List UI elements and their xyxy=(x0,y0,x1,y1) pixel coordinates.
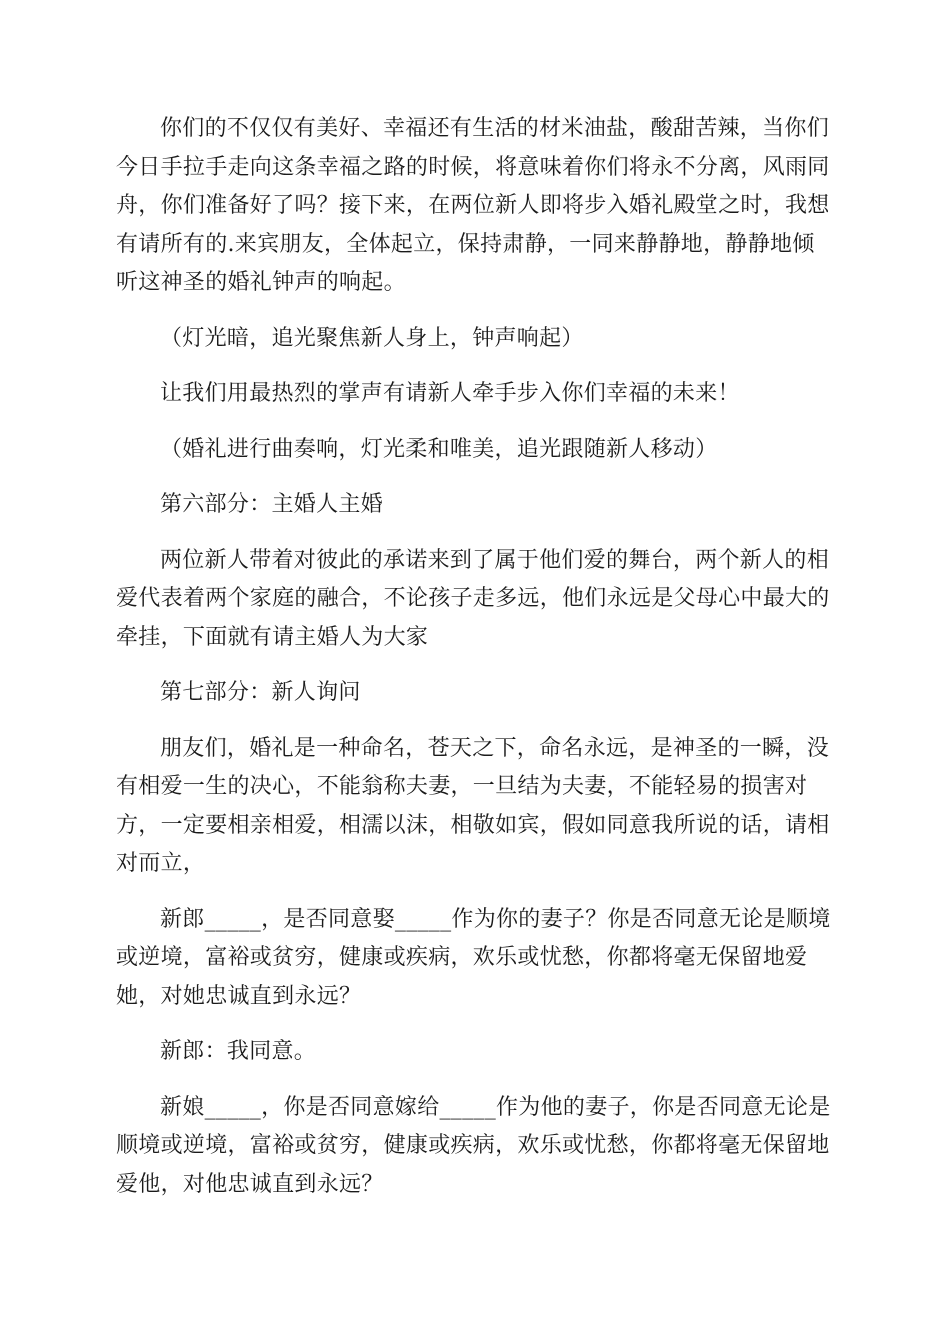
paragraph-friends: 朋友们，婚礼是一种命名，苍天之下，命名永远，是神圣的一瞬，没有相爱一生的决心，不能翁称夫妻，一旦结为夫妻，不能轻易的损害对方，一定要相亲相爱，相濡以沫，相敬如宾，假如同意我所说的话，请相对而立， xyxy=(116,735,830,876)
stage-direction-lights-dim: （灯光暗，追光聚焦新人身上，钟声响起） xyxy=(160,325,584,351)
document-body xyxy=(116,110,836,1204)
paragraph-groom-answer: 新郎：我同意。 xyxy=(160,1039,317,1064)
paragraph-applause: 让我们用最热烈的掌声有请新人牵手步入你们幸福的未来！ xyxy=(160,381,740,406)
paragraph-officiant: 两位新人带着对彼此的承诺来到了属于他们爱的舞台，两个新人的相爱代表着两个家庭的融合，不论孩子走多远，他们永远是父母心中最大的牵挂，下面就有请主婚人为大家 xyxy=(116,547,830,650)
section-heading-part-six: 第六部分：主婚人主婚 xyxy=(160,492,384,517)
paragraph-bride-vow-question: 新娘_____，你是否同意嫁给_____作为他的妻子，你是否同意无论是顺境或逆境，富裕或贫穷，健康或疾病，欢乐或忧愁，你都将毫无保留地爱他，对他忠诚直到永远？ xyxy=(116,1094,831,1197)
paragraph-intro: 你们的不仅仅有美好、幸福还有生活的材米油盐，酸甜苦辣，当你们今日手拉手走向这条幸福之路的时候，将意味着你们将永不分离，风雨同舟，你们准备好了吗？接下来，在两位新人即将步入婚礼殿堂之时，我想有请所有的.来宾朋友，全体起立，保持肃静，一同来静静地，静静地倾听这神圣的婚礼钟声的响起。 xyxy=(116,116,830,295)
paragraph-groom-vow-question: 新郎_____，是否同意娶_____作为你的妻子？你是否同意无论是顺境或逆境，富裕或贫穷，健康或疾病，欢乐或忧愁，你都将毫无保留地爱她，对她忠诚直到永远？ xyxy=(116,906,831,1009)
section-heading-part-seven: 第七部分：新人询问 xyxy=(160,680,361,705)
stage-direction-wedding-march: （婚礼进行曲奏响，灯光柔和唯美，追光跟随新人移动） xyxy=(160,436,718,462)
